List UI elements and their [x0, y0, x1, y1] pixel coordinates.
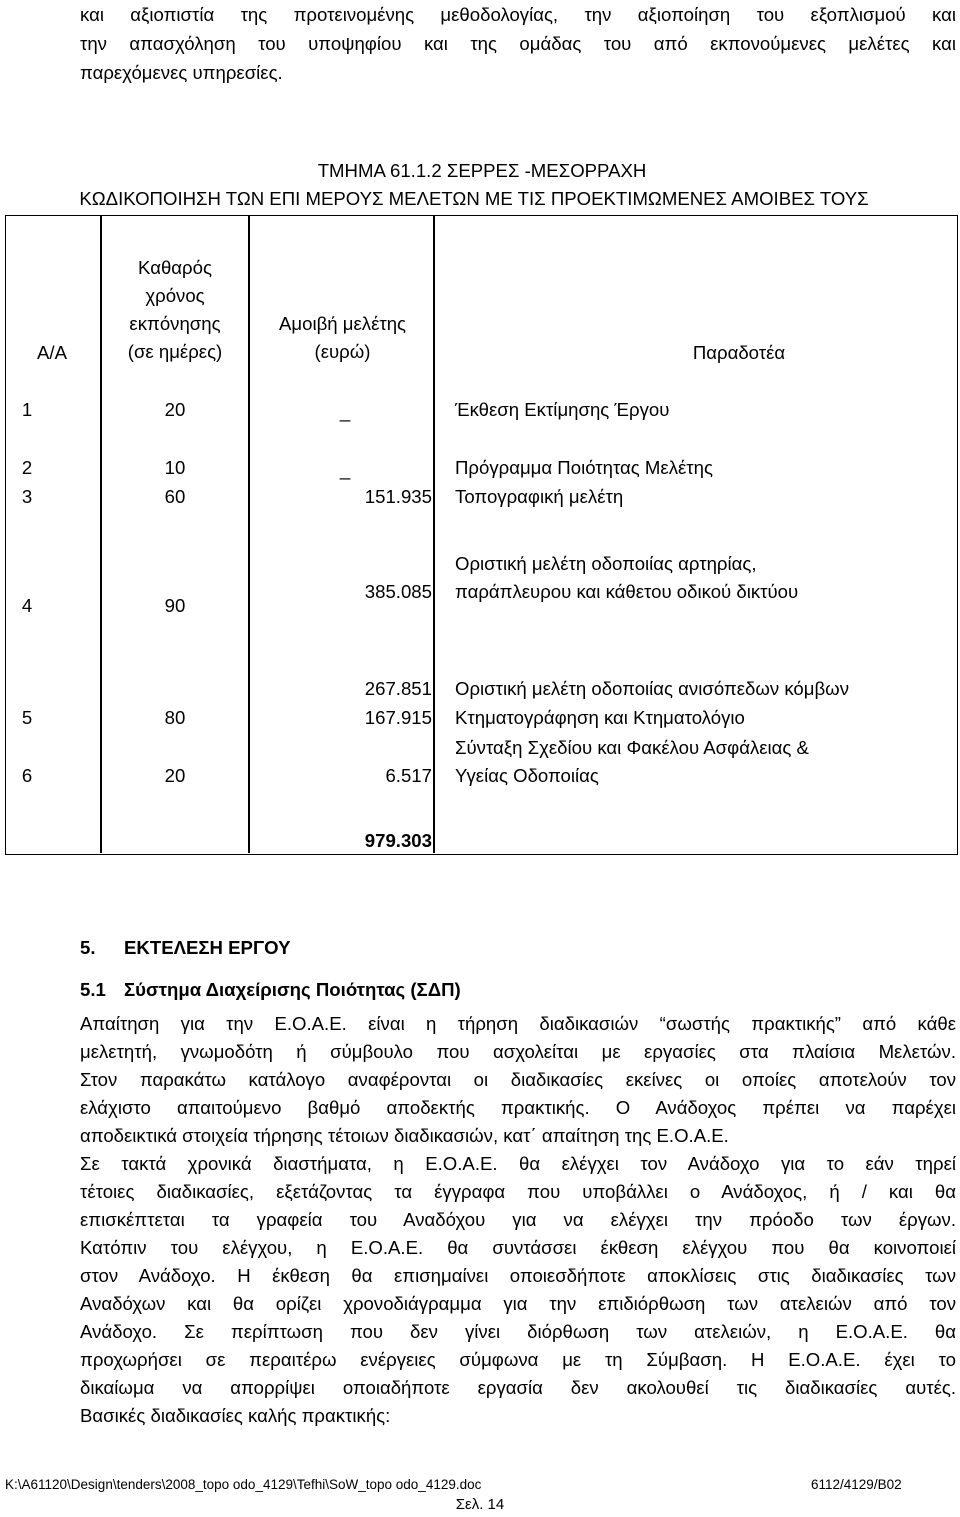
- row-aa: 4: [21, 595, 33, 616]
- table-caption: ΚΩΔΙΚΟΠΟΙΗΣΗ ΤΩΝ ΕΠΙ ΜΕΡΟΥΣ ΜΕΛΕΤΩΝ ΜΕ ΤΙΣ ΠΡΟΕΚΤΙΜΩΜΕΝΕΣ ΑΜΟΙΒΕΣ ΤΟΥΣ: [79, 188, 869, 209]
- paragraph: [80, 1010, 956, 1150]
- paragraph-line: Ανάδοχο. Σε περίπτωση που δεν γίνει διόρθωση των ατελειών, η Ε.Ο.Α.Ε. θα: [80, 1321, 956, 1342]
- row-days: 20: [164, 399, 186, 420]
- row-days: 90: [164, 595, 186, 616]
- row-deliverable: Τοπογραφική μελέτη: [455, 486, 624, 507]
- row-aa: 3: [21, 486, 33, 507]
- paragraph-line: Σε τακτά χρονικά διαστήματα, η Ε.Ο.Α.Ε. θα ελέγχει τον Ανάδοχο για το εάν τηρεί: [80, 1153, 956, 1174]
- row-fee: _: [339, 401, 351, 422]
- header-time-line: χρόνος: [145, 285, 205, 306]
- intro-line: και αξιοπιστία της προτεινομένης μεθοδολογίας, την αξιοποίηση του εξοπλισμού και: [80, 4, 956, 25]
- header-time-line: Καθαρός: [138, 257, 212, 278]
- intro-line: παρεχόμενες υπηρεσίες.: [80, 62, 283, 83]
- header-time-line: (σε ημέρες): [127, 341, 223, 362]
- paragraph-line: Αναδόχων και θα ορίζει χρονοδιάγραμμα για την επιδιόρθωση των ατελειών από τον: [80, 1293, 956, 1314]
- row-deliverable: Οριστική μελέτη οδοποιίας ανισόπεδων κόμβων: [455, 678, 849, 699]
- paragraph: [80, 1150, 956, 1430]
- row-days: 20: [164, 765, 186, 786]
- row-deliverable: [455, 550, 798, 606]
- footer-code: 6112/4129/B02: [811, 1477, 902, 1492]
- row-deliverable: [455, 734, 809, 790]
- table-total: 979.303: [364, 830, 432, 851]
- paragraph-line: Κατόπιν του ελέγχου, η Ε.Ο.Α.Ε. θα συντάσσει έκθεση ελέγχου που θα κοινοποιεί: [80, 1237, 956, 1258]
- row-aa: 2: [21, 457, 33, 478]
- row-deliverable-line: Οριστική μελέτη οδοποιίας αρτηρίας,: [455, 553, 757, 574]
- row-days: 80: [164, 707, 186, 728]
- row-fee: 385.085: [364, 581, 432, 602]
- table-section-title: ΤΜΗΜΑ 61.1.2 ΣΕΡΡΕΣ -ΜΕΣΟΡΡΑΧΗ: [317, 160, 647, 181]
- row-deliverable-line: Υγείας Οδοποιίας: [455, 765, 599, 786]
- header-time: [100, 254, 250, 366]
- footer-path: K:\A61120\Design\tenders\2008_topo odo_4129\Tefhi\SoW_topo odo_4129.doc: [5, 1477, 482, 1492]
- subsection-number: 5.1: [80, 979, 106, 1000]
- intro-paragraph: [80, 0, 956, 87]
- page-number: Σελ. 14: [455, 1496, 505, 1513]
- row-deliverable-line: παράπλευρου και κάθετου οδικού δικτύου: [455, 581, 799, 602]
- paragraph-line: μελετητή, γνωμοδότη ή σύμβουλο που ασχολείται με εργασίες στα πλαίσια Μελετών.: [80, 1041, 956, 1062]
- paragraph-line: Βασικές διαδικασίες καλής πρακτικής:: [80, 1405, 391, 1426]
- paragraph-line: επισκέπτεται τα γραφεία του Αναδόχου για να ελέγχει την πρόοδο των έργων.: [80, 1209, 956, 1230]
- row-deliverable: Κτηματογράφηση και Κτηματολόγιο: [455, 707, 745, 728]
- paragraph-line: αποδεικτικά στοιχεία τήρησης τέτοιων διαδικασιών, κατ΄ απαίτηση της Ε.Ο.Α.Ε.: [80, 1125, 729, 1146]
- row-days: 10: [164, 457, 186, 478]
- row-deliverable-line: Σύνταξη Σχεδίου και Φακέλου Ασφάλειας &: [455, 737, 809, 758]
- header-aa: Α/Α: [37, 342, 67, 363]
- row-fee: 151.935: [364, 486, 432, 507]
- row-aa: 5: [21, 707, 33, 728]
- paragraph-line: Στον παρακάτω κατάλογο αναφέρονται οι διαδικασίες εκείνες οι οποίες αποτελούν τον: [80, 1069, 956, 1090]
- row-deliverable: Έκθεση Εκτίμησης Έργου: [455, 399, 670, 420]
- row-days: 60: [164, 486, 186, 507]
- paragraph-line: τέτοιες διαδικασίες, εξετάζοντας τα έγγραφα που υποβάλλει ο Ανάδοχος, ή / και θα: [80, 1181, 956, 1202]
- row-fee: _: [339, 459, 351, 480]
- section-title: ΕΚΤΕΛΕΣΗ ΕΡΓΟΥ: [124, 937, 291, 958]
- paragraph-line: προχωρήσει σε περαιτέρω ενέργειες σύμφωνα με τη Σύμβαση. Η Ε.Ο.Α.Ε. έχει το: [80, 1349, 956, 1370]
- paragraph-line: στον Ανάδοχο. Η έκθεση θα επισημαίνει οποιεσδήποτε αποκλίσεις στις διαδικασίες των: [80, 1265, 956, 1286]
- intro-line: την απασχόληση του υποψηφίου και της ομάδας του από εκπονούμενες μελέτες και: [80, 33, 956, 54]
- paragraph-line: δικαίωμα να απορρίψει οποιαδήποτε εργασία δεν ακολουθεί τις διαδικασίες αυτές.: [80, 1377, 956, 1398]
- subsection-title: Σύστημα Διαχείρισης Ποιότητας (ΣΔΠ): [124, 979, 461, 1000]
- header-fee-line: (ευρώ): [314, 341, 371, 362]
- row-fee: 167.915: [364, 707, 432, 728]
- paragraph-line: Απαίτηση για την Ε.Ο.Α.Ε. είναι η τήρηση διαδικασιών “σωστής πρακτικής” από κάθε: [80, 1013, 956, 1034]
- header-time-line: εκπόνησης: [129, 313, 221, 334]
- row-deliverable: Πρόγραμμα Ποιότητας Μελέτης: [455, 457, 713, 478]
- header-fee-line: Αμοιβή μελέτης: [278, 313, 407, 334]
- section-number: 5.: [80, 937, 96, 958]
- row-fee: 6.517: [385, 765, 432, 786]
- row-aa: 6: [21, 765, 33, 786]
- row-aa: 1: [21, 399, 33, 420]
- header-fee: [250, 310, 435, 366]
- header-deliverables: Παραδοτέα: [692, 342, 786, 363]
- paragraph-line: ελάχιστο απαιτούμενο βαθμό αποδεκτής πρακτικής. Ο Ανάδοχος πρέπει να παρέχει: [80, 1097, 956, 1118]
- row-fee: 267.851: [364, 678, 432, 699]
